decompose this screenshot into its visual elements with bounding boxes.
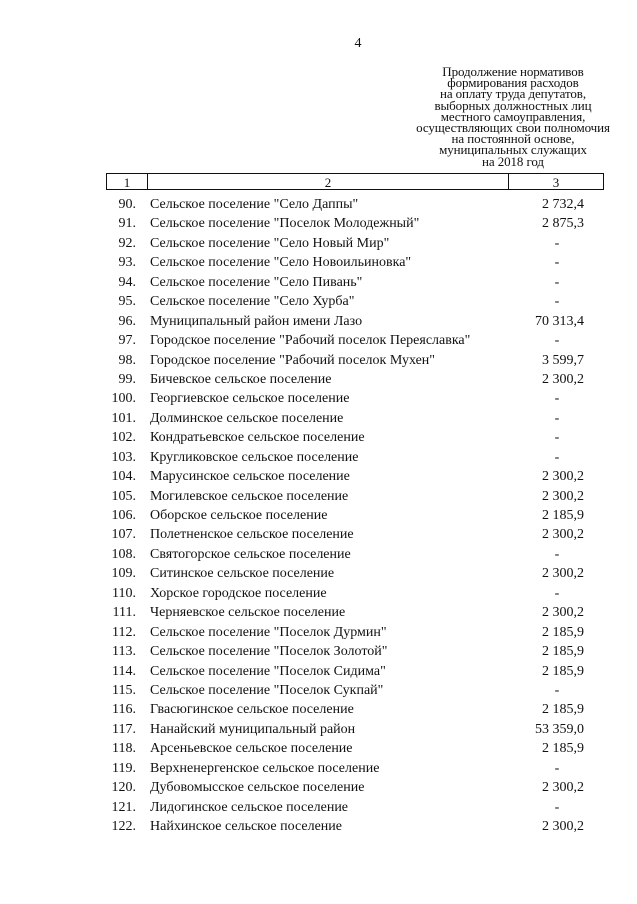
row-name: Найхинское сельское поселение <box>150 819 342 834</box>
row-number: 122. <box>111 819 136 834</box>
row-name: Городское поселение "Рабочий поселок Переяславка" <box>150 333 471 349</box>
row-value: - <box>554 760 560 776</box>
header-note-line: Продолжение нормативов <box>442 64 584 79</box>
table-row <box>0 389 637 408</box>
row-name: Верхненергенское сельское поселение <box>150 760 380 776</box>
row-value: 2 185,9 <box>542 508 584 523</box>
table-row <box>0 331 637 350</box>
row-name: Сельское поселение "Поселок Золотой" <box>150 644 388 660</box>
row-number: 108. <box>111 546 136 562</box>
column-header-2: 2 <box>148 174 509 189</box>
page-number: 4 <box>354 36 362 51</box>
row-name: Сельское поселение "Село Новоильиновка" <box>150 255 412 271</box>
table-row <box>0 487 637 506</box>
row-value: 2 300,2 <box>542 371 584 387</box>
table-row <box>0 681 637 700</box>
row-number: 96. <box>118 313 136 329</box>
table-row <box>0 312 637 331</box>
table-row <box>0 292 637 311</box>
table-row <box>0 662 637 681</box>
table-column-header <box>106 173 604 190</box>
table-row <box>0 720 637 739</box>
row-name: Сельское поселение "Поселок Дурмин" <box>150 624 387 640</box>
row-name: Сельское поселение "Село Пивань" <box>150 274 363 290</box>
header-note-line: местного самоуправления, <box>440 108 586 124</box>
row-value: - <box>554 449 560 465</box>
row-name: Оборское сельское поселение <box>150 508 328 523</box>
row-name: Долминское сельское поселение <box>150 410 344 426</box>
row-value: - <box>554 294 560 310</box>
row-name: Кругликовское сельское поселение <box>150 449 359 465</box>
row-value: - <box>554 799 560 815</box>
row-value: 2 300,2 <box>542 780 584 796</box>
header-note-line: муниципальных служащих <box>439 142 587 158</box>
row-number: 111. <box>112 605 136 621</box>
row-number: 110. <box>112 585 136 601</box>
table-row <box>0 739 637 758</box>
row-name: Могилевское сельское поселение <box>150 488 349 504</box>
row-name: Сельское поселение "Село Хурба" <box>150 294 355 310</box>
table-row <box>0 642 637 661</box>
row-number: 103. <box>111 449 136 465</box>
row-number: 99. <box>118 371 136 387</box>
row-value: 2 300,2 <box>542 605 584 621</box>
table-row <box>0 273 637 292</box>
table-row <box>0 817 637 836</box>
row-name: Сельское поселение "Село Даппы" <box>150 197 359 212</box>
header-note-line: формирования расходов <box>447 75 579 91</box>
row-name: Нанайский муниципальный район <box>150 721 356 737</box>
row-value: - <box>554 410 560 426</box>
row-value: 2 185,9 <box>542 702 584 718</box>
row-value: 2 732,4 <box>542 197 584 212</box>
table-row <box>0 525 637 544</box>
table-row <box>0 448 637 467</box>
row-name: Муниципальный район имени Лазо <box>150 313 363 329</box>
row-value: 3 599,7 <box>542 352 584 368</box>
row-number: 116. <box>112 702 136 718</box>
row-number: 119. <box>112 760 136 776</box>
row-name: Марусинское сельское поселение <box>150 469 350 485</box>
table-row <box>0 545 637 564</box>
row-name: Сельское поселение "Поселок Сукпай" <box>150 682 384 698</box>
header-note-line: на оплату труда депутатов, <box>439 86 586 102</box>
row-value: 2 185,9 <box>542 663 584 679</box>
table-row <box>0 584 637 603</box>
table-row <box>0 428 637 447</box>
row-name: Сельское поселение "Поселок Молодежный" <box>150 216 420 232</box>
table-row <box>0 214 637 233</box>
row-value: 2 875,3 <box>542 216 584 232</box>
row-name: Ситинское сельское поселение <box>150 566 335 582</box>
column-header-1: 1 <box>107 174 148 189</box>
row-number: 106. <box>111 508 136 523</box>
row-number: 114. <box>112 663 136 679</box>
row-value: 70 313,4 <box>535 313 584 329</box>
row-number: 92. <box>118 235 136 251</box>
table-row <box>0 759 637 778</box>
table-row <box>0 195 637 214</box>
row-value: 2 300,2 <box>542 566 584 582</box>
row-name: Святогорское сельское поселение <box>150 546 351 562</box>
table-row <box>0 351 637 370</box>
row-name: Арсеньевское сельское поселение <box>150 741 353 757</box>
column-header-3: 3 <box>552 175 560 190</box>
row-name: Георгиевское сельское поселение <box>150 391 350 407</box>
row-name: Сельское поселение "Поселок Сидима" <box>150 663 386 679</box>
row-value: 2 185,9 <box>542 624 584 640</box>
row-value: 2 300,2 <box>542 527 584 543</box>
table-row <box>0 506 637 525</box>
row-number: 118. <box>112 741 136 757</box>
row-number: 95. <box>118 294 136 310</box>
row-name: Черняевское сельское поселение <box>150 605 346 621</box>
row-number: 107. <box>111 527 136 543</box>
row-value: - <box>554 255 560 271</box>
table-row <box>0 798 637 817</box>
row-value: 53 359,0 <box>535 721 584 737</box>
table-row <box>0 564 637 583</box>
row-value: 2 300,2 <box>542 819 584 834</box>
table-row <box>0 234 637 253</box>
row-value: - <box>554 585 560 601</box>
table-body <box>0 195 637 836</box>
row-name: Гвасюгинское сельское поселение <box>150 702 354 718</box>
row-number: 102. <box>111 430 136 446</box>
row-value: - <box>554 274 560 290</box>
table-row <box>0 778 637 797</box>
row-value: 2 300,2 <box>542 469 584 485</box>
row-value: - <box>554 235 560 251</box>
table-row <box>0 409 637 428</box>
row-number: 90. <box>118 197 136 212</box>
header-note-line: выборных должностных лиц <box>434 97 592 113</box>
header-note-line: на постоянной основе, <box>451 131 575 147</box>
table-row <box>0 467 637 486</box>
row-value: 2 300,2 <box>542 488 584 504</box>
row-value: - <box>554 546 560 562</box>
row-number: 93. <box>118 255 136 271</box>
row-name: Хорское городское поселение <box>150 585 327 601</box>
row-value: - <box>554 430 560 446</box>
row-number: 104. <box>111 469 136 485</box>
header-note-line: на 2018 год <box>482 153 544 169</box>
row-number: 121. <box>111 799 136 815</box>
row-name: Кондратьевское сельское поселение <box>150 430 365 446</box>
row-name: Городское поселение "Рабочий поселок Мухен" <box>150 352 436 368</box>
row-number: 98. <box>118 352 136 368</box>
row-name: Лидогинское сельское поселение <box>150 799 349 815</box>
row-value: 2 185,9 <box>542 644 584 660</box>
row-number: 94. <box>118 274 136 290</box>
row-number: 101. <box>111 410 136 426</box>
header-note-line: осуществляющих свои полномочия <box>416 120 610 136</box>
row-number: 115. <box>112 682 136 698</box>
header-note <box>400 66 626 167</box>
row-value: - <box>554 682 560 698</box>
row-number: 120. <box>111 780 136 796</box>
table-row <box>0 623 637 642</box>
row-number: 112. <box>112 624 136 640</box>
row-name: Бичевское сельское поселение <box>150 371 332 387</box>
table-row <box>0 370 637 389</box>
row-number: 113. <box>112 644 136 660</box>
table-row <box>0 253 637 272</box>
row-number: 91. <box>118 216 136 232</box>
table-row <box>0 603 637 622</box>
table-row <box>0 700 637 719</box>
row-number: 97. <box>118 333 136 349</box>
row-number: 109. <box>111 566 136 582</box>
row-name: Сельское поселение "Село Новый Мир" <box>150 235 390 251</box>
row-value: - <box>554 333 560 349</box>
row-name: Дубовомысское сельское поселение <box>150 780 365 796</box>
row-name: Полетненское сельское поселение <box>150 527 354 543</box>
row-value: 2 185,9 <box>542 741 584 757</box>
row-number: 117. <box>112 721 136 737</box>
row-number: 105. <box>111 488 136 504</box>
row-value: - <box>554 391 560 407</box>
row-number: 100. <box>111 391 136 407</box>
